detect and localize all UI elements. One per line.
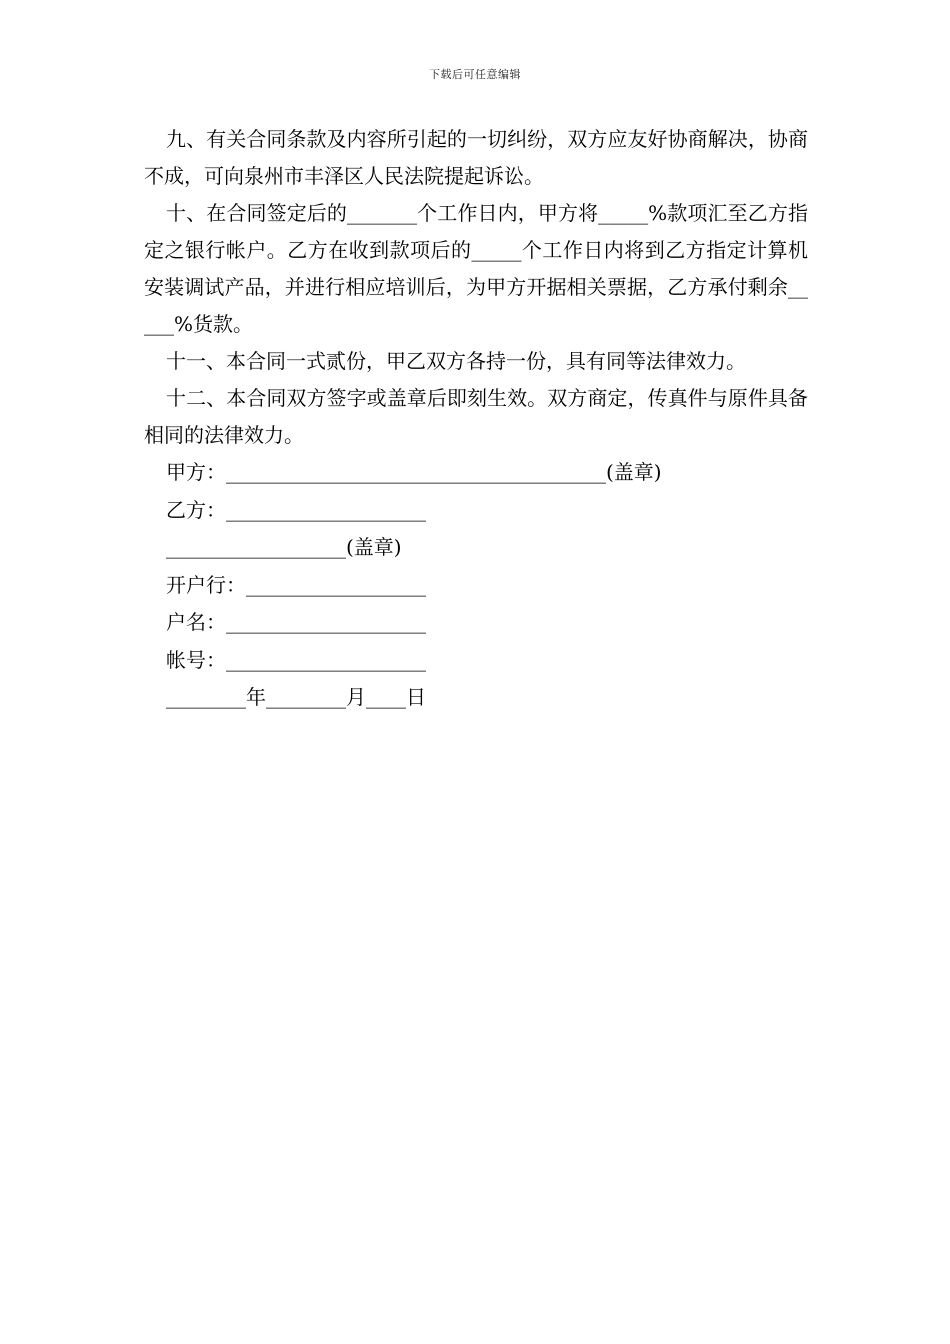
- clause-10: 十、在合同签定后的_______个工作日内，甲方将_____%款项汇至乙方指定之银行帐户。乙方在收到款项后的_____个工作日内将到乙方指定计算机安装调试产品，并进行相应培训后，为甲方开据相关票据，乙方承付剩余_____%货款。: [144, 201, 808, 336]
- page-header-note: 下载后可任意编辑: [429, 68, 521, 81]
- bank-line: 开户行：__________________: [166, 572, 426, 597]
- clause-11: 十一、本合同一式贰份，甲乙双方各持一份，具有同等法律效力。: [166, 349, 746, 373]
- seal-line: __________________(盖章): [166, 535, 402, 559]
- contract-body: [144, 121, 808, 717]
- party-b-line: 乙方：____________________: [166, 497, 426, 522]
- party-a-line: 甲方：______________________________________(盖章): [166, 460, 662, 484]
- account-number-line: 帐号：____________________: [166, 647, 426, 672]
- signature-block: [144, 454, 808, 717]
- clause-12: 十二、本合同双方签字或盖章后即刻生效。双方商定，传真件与原件具备相同的法律效力。: [144, 386, 808, 447]
- date-line: ________年________月____日: [166, 685, 426, 709]
- clause-9: 九、有关合同条款及内容所引起的一切纠纷，双方应友好协商解决，协商不成，可向泉州市丰泽区人民法院提起诉讼。: [144, 127, 808, 188]
- account-name-line: 户名：____________________: [166, 610, 426, 634]
